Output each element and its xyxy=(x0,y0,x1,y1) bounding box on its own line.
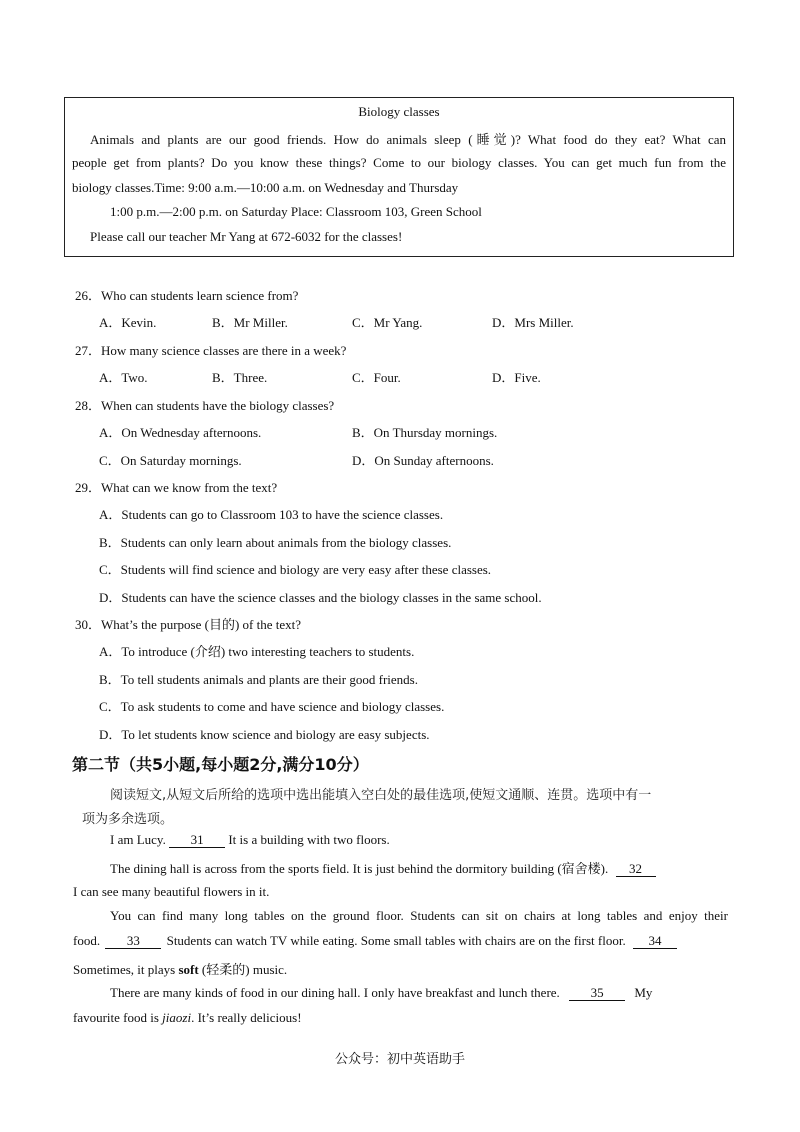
blank-35[interactable]: 35 xyxy=(569,986,625,1001)
paragraph-3-end xyxy=(73,959,287,978)
section-heading: 第二节（共5小题,每小题2分,满分10分） xyxy=(72,755,369,774)
passage-line: biology classes.Time: 9:00 a.m.—10:00 a.m. on Wednesday and Thursday xyxy=(72,180,459,195)
reading-passage-box xyxy=(64,97,734,257)
option-b[interactable]: B．To tell students animals and plants are their good friends. xyxy=(99,672,418,687)
text-run: Students can watch TV while eating. Some small tables with chairs are on the first floor. xyxy=(166,933,626,948)
text-run: . It’s really delicious! xyxy=(191,1010,302,1025)
option-c[interactable]: C．Four. xyxy=(352,370,401,385)
question-26: 26．Who can students learn science from? xyxy=(75,288,299,303)
option-b[interactable]: B．Students can only learn about animals from the biology classes. xyxy=(99,535,452,550)
passage-line: Please call our teacher Mr Yang at 672-6032 for the classes! xyxy=(90,229,403,244)
option-c[interactable]: C．Students will find science and biology are very easy after these classes. xyxy=(99,562,492,577)
paragraph-2-cont: I can see many beautiful flowers in it. xyxy=(73,884,270,899)
option-b[interactable]: B．On Thursday mornings. xyxy=(352,425,498,440)
option-c[interactable]: C．Mr Yang. xyxy=(352,315,423,330)
option-a[interactable]: A．On Wednesday afternoons. xyxy=(99,425,262,440)
passage-title: Biology classes xyxy=(358,104,440,119)
text-run: It is a building with two floors. xyxy=(228,832,390,847)
option-a[interactable]: A．Students can go to Classroom 103 to have the science classes. xyxy=(99,507,444,522)
passage-line: people get from plants? Do you know these things? Come to our biology classes. You can get much fun from the xyxy=(72,155,726,170)
paragraph-4 xyxy=(110,985,652,1001)
passage-line: 1:00 p.m.—2:00 p.m. on Saturday Place: Classroom 103, Green School xyxy=(110,204,482,219)
blank-31[interactable]: 31 xyxy=(169,833,225,848)
passage-line: Animals and plants are our good friends. How do animals sleep (睡觉)? What food do they eat? What can xyxy=(90,132,726,147)
text-run: food. xyxy=(73,933,101,948)
text-run: There are many kinds of food in our dining hall. I only have breakfast and lunch there. xyxy=(110,985,560,1000)
blank-32[interactable]: 32 xyxy=(616,862,656,877)
text-run: favourite food is xyxy=(73,1010,159,1025)
option-c[interactable]: C．On Saturday mornings. xyxy=(99,453,242,468)
option-d[interactable]: D．To let students know science and biology are easy subjects. xyxy=(99,727,430,742)
instructions-line: 阅读短文,从短文后所给的选项中选出能填入空白处的最佳选项,使短文通顺、连贯。选项中有一 xyxy=(110,788,652,803)
question-29: 29．What can we know from the text? xyxy=(75,480,278,495)
option-d[interactable]: D．Five. xyxy=(492,370,541,385)
text-run: The dining hall is across from the sports field. It is just behind the dormitory building (宿舍楼). xyxy=(110,861,609,876)
paragraph-4-cont xyxy=(73,1010,302,1026)
text-run: Sometimes, it plays xyxy=(73,962,176,977)
question-28: 28．When can students have the biology classes? xyxy=(75,398,335,413)
option-b[interactable]: B．Three. xyxy=(212,370,268,385)
paragraph-3: You can find many long tables on the ground floor. Students can sit on chairs at long tables and enjoy their xyxy=(110,908,728,923)
option-d[interactable]: D．Students can have the science classes and the biology classes in the same school. xyxy=(99,590,542,605)
option-a[interactable]: A．Kevin. xyxy=(99,315,157,330)
option-d[interactable]: D．On Sunday afternoons. xyxy=(352,453,494,468)
text-run: I am Lucy. xyxy=(110,832,166,847)
text-run: (轻柔的) music. xyxy=(201,962,288,977)
paragraph-1 xyxy=(110,832,390,848)
paragraph-2 xyxy=(110,858,656,877)
instructions-line: 项为多余选项。 xyxy=(82,812,174,827)
paragraph-3-cont xyxy=(73,933,677,949)
option-b[interactable]: B．Mr Miller. xyxy=(212,315,288,330)
blank-34[interactable]: 34 xyxy=(633,934,677,949)
footer-credit: 公众号：初中英语助手 xyxy=(334,1052,465,1067)
option-d[interactable]: D．Mrs Miller. xyxy=(492,315,574,330)
option-a[interactable]: A．Two. xyxy=(99,370,148,385)
blank-33[interactable]: 33 xyxy=(105,934,161,949)
option-a[interactable]: A．To introduce (介绍) two interesting teachers to students. xyxy=(99,644,415,659)
text-run: My xyxy=(634,985,653,1000)
bold-word: soft xyxy=(178,962,199,977)
question-30: 30．What’s the purpose (目的) of the text? xyxy=(75,617,301,632)
italic-word: jiaozi xyxy=(162,1010,192,1025)
question-27: 27．How many science classes are there in a week? xyxy=(75,343,347,358)
option-c[interactable]: C．To ask students to come and have science and biology classes. xyxy=(99,699,445,714)
